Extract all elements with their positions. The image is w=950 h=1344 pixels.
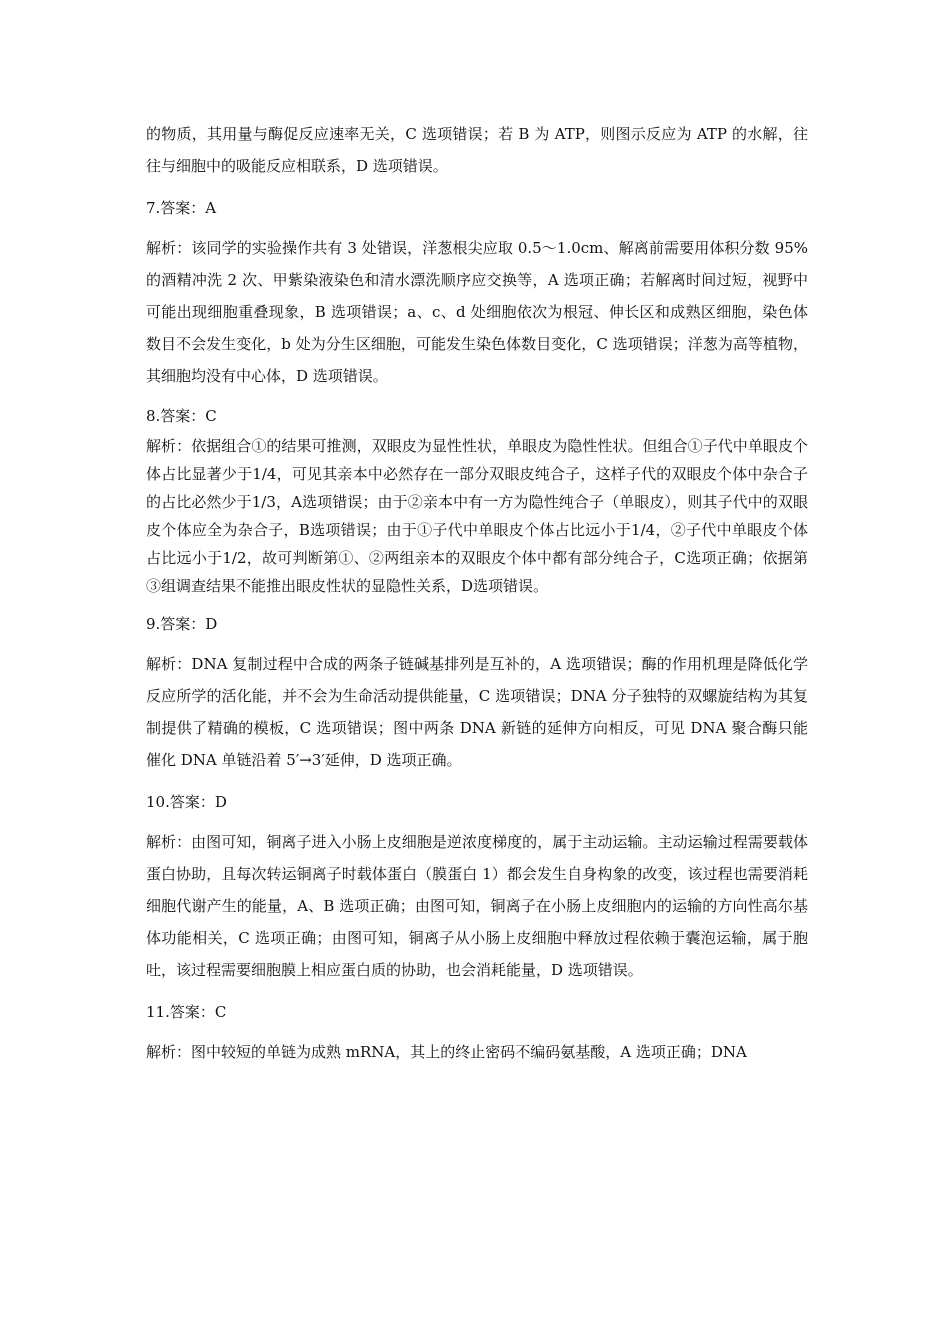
explanation-text: 解析：DNA 复制过程中合成的两条子链碱基排列是互补的，A 选项错误；酶的作用机理是降低化学反应所学的活化能，并不会为生命活动提供能量，C 选项错误；DNA 分子独特的双螺旋结构为其复制提供了精确的模板，C 选项错误；图中两条 DNA 新链的延伸方向相反，可见 DNA 聚合酶只能催化 DNA 单链沿着 5′→3′延伸，D 选项正确。	[146, 655, 808, 769]
question-11	[146, 1002, 808, 1068]
intro-text: 的物质，其用量与酶促反应速率无关，C 选项错误；若 B 为 ATP，则图示反应为 ATP 的水解，往往与细胞中的吸能反应相联系，D 选项错误。	[146, 125, 808, 175]
answer-line: 11.答案：C	[146, 1003, 227, 1021]
question-7	[146, 198, 808, 392]
answer-line: 9.答案：D	[146, 615, 218, 633]
answer-explanations	[146, 118, 808, 1068]
intro-block	[146, 118, 808, 182]
question-9	[146, 614, 808, 776]
explanation-text: 解析：由图可知，铜离子进入小肠上皮细胞是逆浓度梯度的，属于主动运输。主动运输过程需要载体蛋白协助，且每次转运铜离子时载体蛋白（膜蛋白 1）都会发生自身构象的改变，该过程也需要消耗细胞代谢产生的能量，A、B 选项正确；由图可知，铜离子在小肠上皮细胞内的运输的方向性高尔基体功能相关，C 选项正确；由图可知，铜离子从小肠上皮细胞中释放过程依赖于囊泡运输，属于胞吐，该过程需要细胞膜上相应蛋白质的协助，也会消耗能量，D 选项错误。	[146, 833, 808, 979]
explanation-text: 解析：该同学的实验操作共有 3 处错误，洋葱根尖应取 0.5～1.0cm、解离前需要用体积分数 95%的酒精冲洗 2 次、甲紫染液染色和清水漂洗顺序应交换等，A 选项正确；若解离时间过短，视野中可能出现细胞重叠现象，B 选项错误；a、c、d 处细胞依次为根冠、伸长区和成熟区细胞，染色体数目不会发生变化，b 处为分生区细胞，可能发生染色体数目变化，C 选项错误；洋葱为高等植物，其细胞均没有中心体，D 选项错误。	[146, 239, 808, 385]
explanation-text: 解析：依据组合①的结果可推测，双眼皮为显性性状，单眼皮为隐性性状。但组合①子代中单眼皮个体占比显著少于1/4，可见其亲本中必然存在一部分双眼皮纯合子，这样子代的双眼皮个体中杂合子的占比必然少于1/3，A选项错误；由于②亲本中有一方为隐性纯合子（单眼皮），则其子代中的双眼皮个体应全为杂合子，B选项错误；由于①子代中单眼皮个体占比远小于1/4，②子代中单眼皮个体占比远小于1/2，故可判断第①、②两组亲本的双眼皮个体中都有部分纯合子，C选项正确；依据第③组调查结果不能推出眼皮性状的显隐性关系，D选项错误。	[146, 437, 808, 595]
answer-line: 7.答案：A	[146, 199, 217, 217]
answer-line: 8.答案：C	[146, 407, 217, 425]
answer-line: 10.答案：D	[146, 793, 227, 811]
explanation-text: 解析：图中较短的单链为成熟 mRNA，其上的终止密码不编码氨基酸，A 选项正确；DNA	[146, 1043, 747, 1061]
question-10	[146, 792, 808, 986]
question-8	[146, 406, 808, 600]
